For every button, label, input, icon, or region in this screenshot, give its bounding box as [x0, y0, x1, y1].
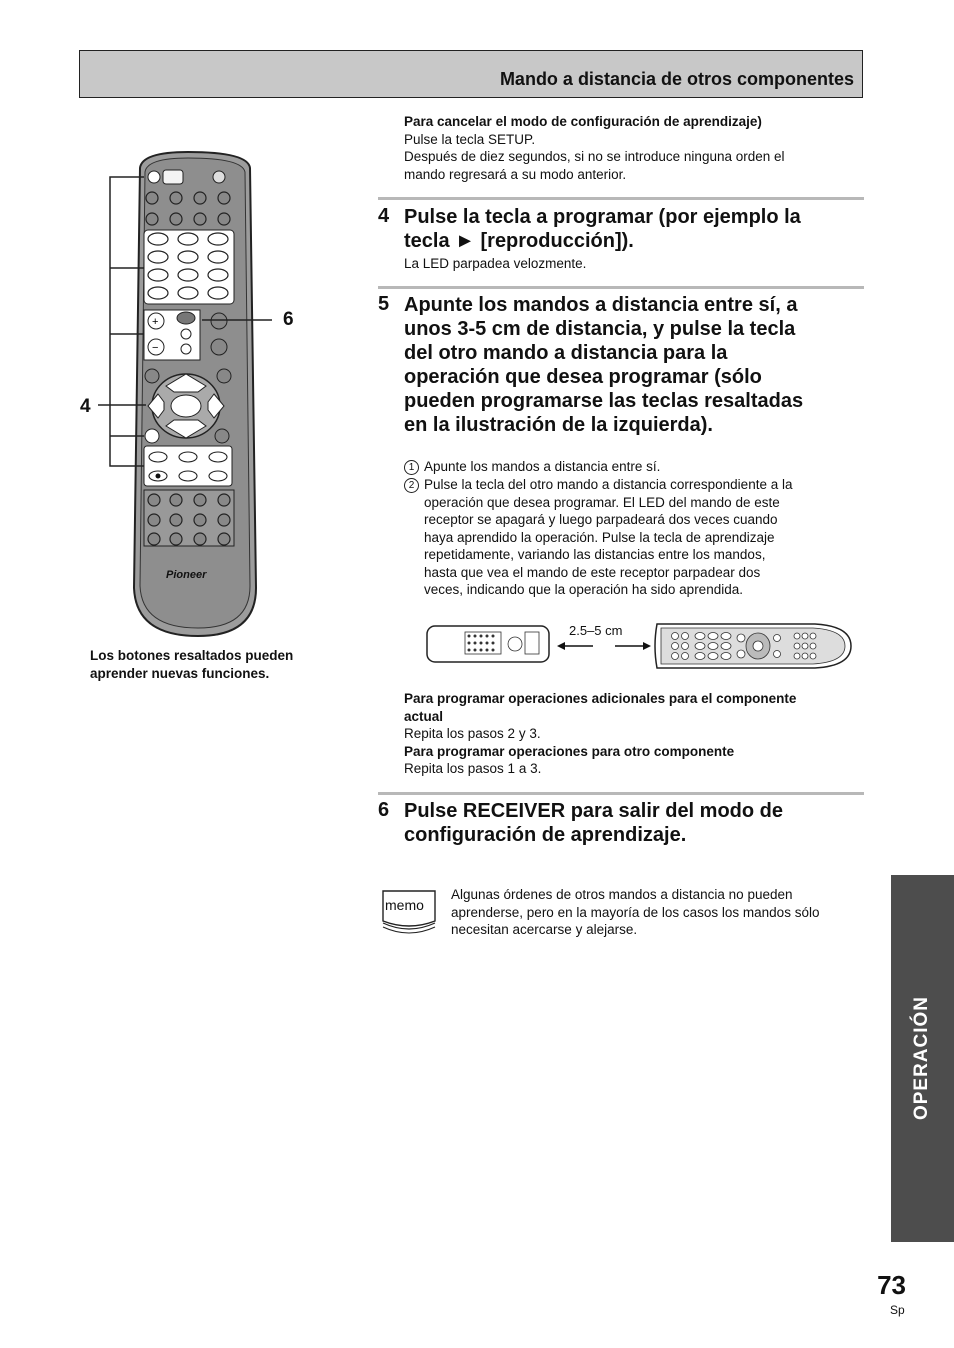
remotes-distance-illustration — [425, 618, 855, 680]
step-5-substep-2: 2 Pulse la tecla del otro mando a distancia correspondiente a la operación que desea programar. El LED del mando de este receptor se apagará y luego parpadeará dos veces cuando haya aprendido la operación. Pulse la tecla de aprendizaje repetidamente, variando las distancias entre los mandos, hasta que vea el mando de este receptor parpadear dos veces, indicando que la operación ha sido aprendida. — [404, 476, 864, 601]
page-language: Sp — [890, 1303, 905, 1317]
cancel-note: Para cancelar el modo de configuración de aprendizaje) Pulse la tecla SETUP. Después de diez segundos, si no se introduce ninguna orden el mando regresará a su modo anterior. — [404, 114, 785, 182]
step-4-number: 4 — [378, 205, 390, 227]
remote-figure — [78, 148, 318, 648]
chapter-side-tab — [891, 875, 954, 1242]
brand-logo: Pioneer — [166, 569, 207, 581]
divider — [378, 197, 864, 200]
svg-text:+: + — [152, 316, 159, 328]
callout-6: 6 — [283, 309, 294, 330]
step-4-note: La LED parpadea velozmente. — [404, 256, 587, 271]
cancel-heading: Para cancelar el modo de configuración de aprendizaje) — [404, 114, 762, 129]
memo-text: Algunas órdenes de otros mandos a distancia no pueden aprenderse, pero en la mayoría de los casos los mandos sólo necesitan acercarse y alejarse. — [451, 887, 820, 937]
memo-icon — [379, 885, 439, 935]
section-title: Mando a distancia de otros componentes — [499, 69, 854, 89]
page-number: 73 — [877, 1270, 906, 1300]
svg-text:−: − — [152, 342, 159, 354]
step-5-number: 5 — [378, 293, 390, 315]
step-4-heading: Pulse la tecla a programar (por ejemplo la tecla ► [reproducción]). — [404, 206, 801, 252]
callout-4: 4 — [80, 396, 91, 417]
step-6-heading: Pulse RECEIVER para salir del modo de configuración de aprendizaje. — [404, 800, 784, 846]
divider — [378, 286, 864, 289]
memo-label: memo — [385, 897, 424, 913]
chapter-label: OPERACIÓN — [911, 995, 932, 1121]
divider — [378, 792, 864, 795]
figure-caption: Los botones resaltados pueden aprender nuevas funciones. — [90, 648, 294, 681]
distance-label: 2.5–5 cm — [569, 623, 623, 638]
step-6-number: 6 — [378, 799, 390, 821]
circled-number-1: 1 — [404, 460, 419, 475]
remote-illustration — [78, 148, 318, 648]
additional-notes: Para programar operaciones adicionales para el componente actual Repita los pasos 2 y 3. Para programar operaciones para otro componente Repita los pasos 1 a 3. — [404, 691, 797, 776]
circled-number-2: 2 — [404, 478, 419, 493]
section-header — [79, 50, 863, 98]
step-5-substep-1: 1 Apunte los mandos a distancia entre sí. — [404, 458, 864, 476]
step-5-heading: Apunte los mandos a distancia entre sí, a unos 3-5 cm de distancia, y pulse la tecla del otro mando a distancia para la operación que desea programar (sólo pueden programarse las teclas resaltadas en la ilustración de la izquierda). — [404, 294, 804, 436]
